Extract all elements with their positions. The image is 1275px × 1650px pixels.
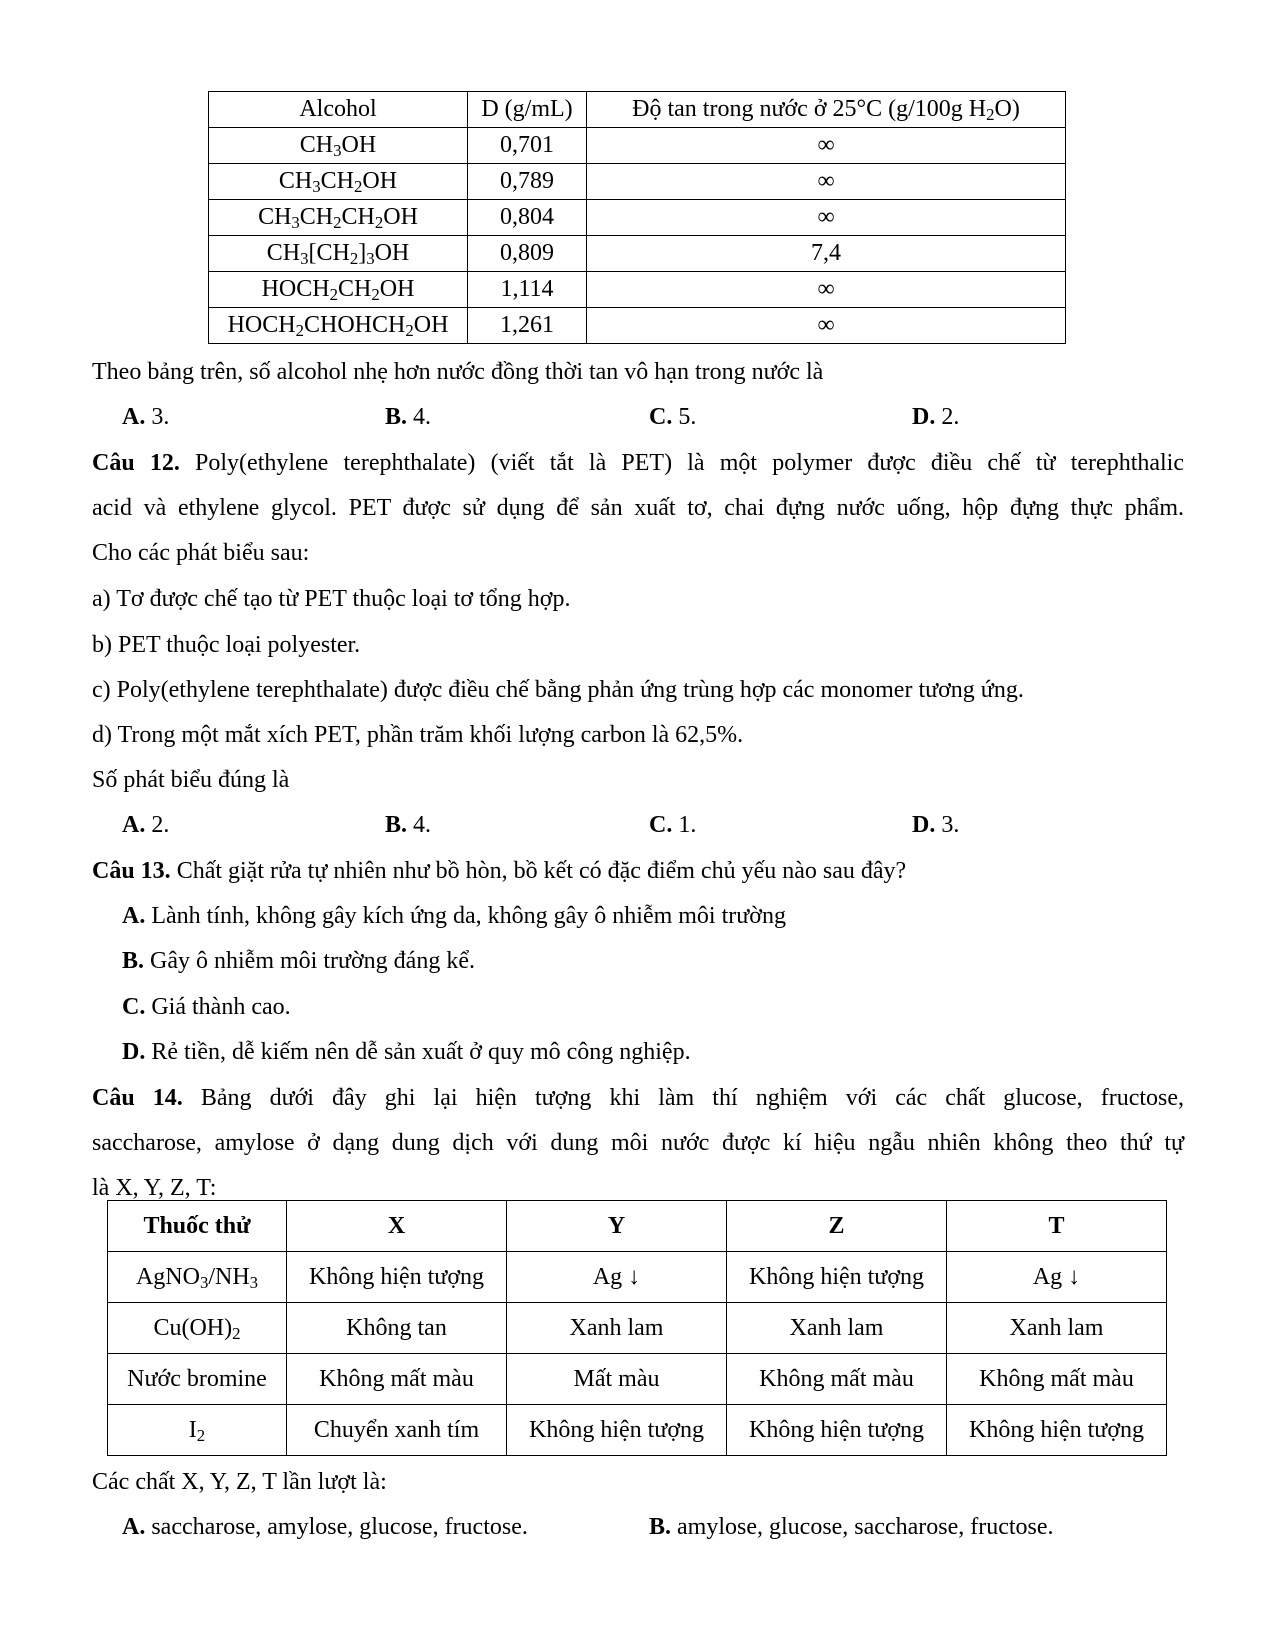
table-cell: Không hiện tượng [507, 1405, 727, 1456]
q11-option-c: C. 5. [649, 404, 697, 430]
table-cell: Không tan [287, 1303, 507, 1354]
table-cell: Không mất màu [947, 1354, 1167, 1405]
table-cell: ∞ [587, 200, 1066, 236]
q11-stem: Theo bảng trên, số alcohol nhẹ hơn nước đồng thời tan vô hạn trong nước là [92, 359, 824, 385]
table-cell: ∞ [587, 308, 1066, 344]
table-cell: Không hiện tượng [727, 1405, 947, 1456]
table-cell: Không hiện tượng [727, 1252, 947, 1303]
table-row [209, 200, 1066, 236]
table-header: Alcohol [209, 92, 468, 128]
table-header: Thuốc thử [108, 1201, 287, 1252]
table-cell: ∞ [587, 128, 1066, 164]
q12-option-d: D. 3. [912, 812, 960, 838]
table-cell: 1,114 [468, 272, 587, 308]
table-header: D (g/mL) [468, 92, 587, 128]
table-cell: 0,789 [468, 164, 587, 200]
table-cell: Xanh lam [947, 1303, 1167, 1354]
table-header: Độ tan trong nước ở 25°C (g/100g $H_2O$) [587, 92, 1066, 128]
q12-statement-a: a) Tơ được chế tạo từ PET thuộc loại tơ tổng hợp. [92, 586, 571, 612]
table-cell: $HOCH_2CHOHCH_2OH$ [209, 308, 468, 344]
reagent-table [107, 1200, 1167, 1456]
table-row [108, 1252, 1167, 1303]
table-row [209, 308, 1066, 344]
q13-option-d: D. Rẻ tiền, dễ kiếm nên dễ sản xuất ở quy mô công nghiệp. [122, 1039, 691, 1065]
table-row [108, 1354, 1167, 1405]
table-header-row [209, 92, 1066, 128]
table-cell: ∞ [587, 272, 1066, 308]
table-cell: 0,804 [468, 200, 587, 236]
table-cell: $HOCH_2CH_2OH$ [209, 272, 468, 308]
table-cell: $CH_3CH_2OH$ [209, 164, 468, 200]
table-cell: Nước bromine [108, 1354, 287, 1405]
question-label: Câu 12. [92, 450, 180, 476]
table-cell: Không mất màu [287, 1354, 507, 1405]
table-cell: $CH_3CH_2CH_2OH$ [209, 200, 468, 236]
table-cell: Xanh lam [507, 1303, 727, 1354]
question-label: Câu 13. [92, 858, 171, 884]
table-header: X [287, 1201, 507, 1252]
table-cell: 0,809 [468, 236, 587, 272]
q14-option-b: B. amylose, glucose, saccharose, fructose. [649, 1514, 1054, 1540]
q12-option-c: C. 1. [649, 812, 697, 838]
table-cell: $AgNO_3/NH_3$ [108, 1252, 287, 1303]
q12-stem-line-3: Cho các phát biểu sau: [92, 540, 310, 566]
table-header: Y [507, 1201, 727, 1252]
table-cell: 0,701 [468, 128, 587, 164]
table-cell: Không hiện tượng [947, 1405, 1167, 1456]
q13-option-c: C. Giá thành cao. [122, 994, 291, 1020]
q14-question: Các chất X, Y, Z, T lần lượt là: [92, 1469, 387, 1495]
q12-statement-b: b) PET thuộc loại polyester. [92, 632, 361, 658]
q14-stem-line-2: saccharose, amylose ở dạng dung dịch với dung môi nước được kí hiệu ngẫu nhiên không theo thứ tự [92, 1130, 1184, 1156]
table-header-row [108, 1201, 1167, 1252]
table-cell: Không hiện tượng [287, 1252, 507, 1303]
table-cell: Ag ↓ [947, 1252, 1167, 1303]
q13-stem: Câu 13. Chất giặt rửa tự nhiên như bồ hòn, bồ kết có đặc điểm chủ yếu nào sau đây? [92, 858, 907, 884]
table-cell: $Cu(OH)_2$ [108, 1303, 287, 1354]
table-cell: ∞ [587, 164, 1066, 200]
q14-option-a: A. saccharose, amylose, glucose, fructose. [122, 1514, 528, 1540]
table-cell: Mất màu [507, 1354, 727, 1405]
table-cell: $I_2$ [108, 1405, 287, 1456]
table-cell: $CH_3OH$ [209, 128, 468, 164]
table-cell: $CH_3[CH_2]_3OH$ [209, 236, 468, 272]
question-label: Câu 14. [92, 1085, 183, 1111]
q12-option-a: A. 2. [122, 812, 170, 838]
table-row [209, 272, 1066, 308]
table-row [108, 1405, 1167, 1456]
table-row [209, 236, 1066, 272]
table-cell: 7,4 [587, 236, 1066, 272]
table-row [209, 164, 1066, 200]
q14-stem-line-1: Câu 14. Bảng dưới đây ghi lại hiện tượng khi làm thí nghiệm với các chất glucose, fructose, [92, 1085, 1185, 1111]
table-row [108, 1303, 1167, 1354]
q14-stem-line-3: là X, Y, Z, T: [92, 1175, 217, 1201]
q12-option-b: B. 4. [385, 812, 432, 838]
table-row [209, 128, 1066, 164]
table-cell: 1,261 [468, 308, 587, 344]
q12-statement-d: d) Trong một mắt xích PET, phần trăm khối lượng carbon là 62,5%. [92, 722, 744, 748]
q11-option-b: B. 4. [385, 404, 432, 430]
q13-option-b: B. Gây ô nhiễm môi trường đáng kể. [122, 948, 475, 974]
q11-option-a: A. 3. [122, 404, 170, 430]
table-header: Z [727, 1201, 947, 1252]
q12-statement-c: c) Poly(ethylene terephthalate) được điều chế bằng phản ứng trùng hợp các monomer tương ứng. [92, 677, 1024, 703]
q12-question: Số phát biểu đúng là [92, 767, 290, 793]
table-cell: Không mất màu [727, 1354, 947, 1405]
table-header: T [947, 1201, 1167, 1252]
table-cell: Chuyển xanh tím [287, 1405, 507, 1456]
table-cell: Xanh lam [727, 1303, 947, 1354]
table-cell: Ag ↓ [507, 1252, 727, 1303]
q11-option-d: D. 2. [912, 404, 960, 430]
alcohol-table [208, 91, 1066, 344]
q13-option-a: A. Lành tính, không gây kích ứng da, không gây ô nhiễm môi trường [122, 903, 786, 929]
q12-stem-line-1: Câu 12. Poly(ethylene terephthalate) (viết tắt là PET) là một polymer được điều chế từ terephthalic [92, 450, 1184, 476]
q12-stem-line-2: acid và ethylene glycol. PET được sử dụng để sản xuất tơ, chai đựng nước uống, hộp đựng thực phẩm. [92, 495, 1184, 521]
